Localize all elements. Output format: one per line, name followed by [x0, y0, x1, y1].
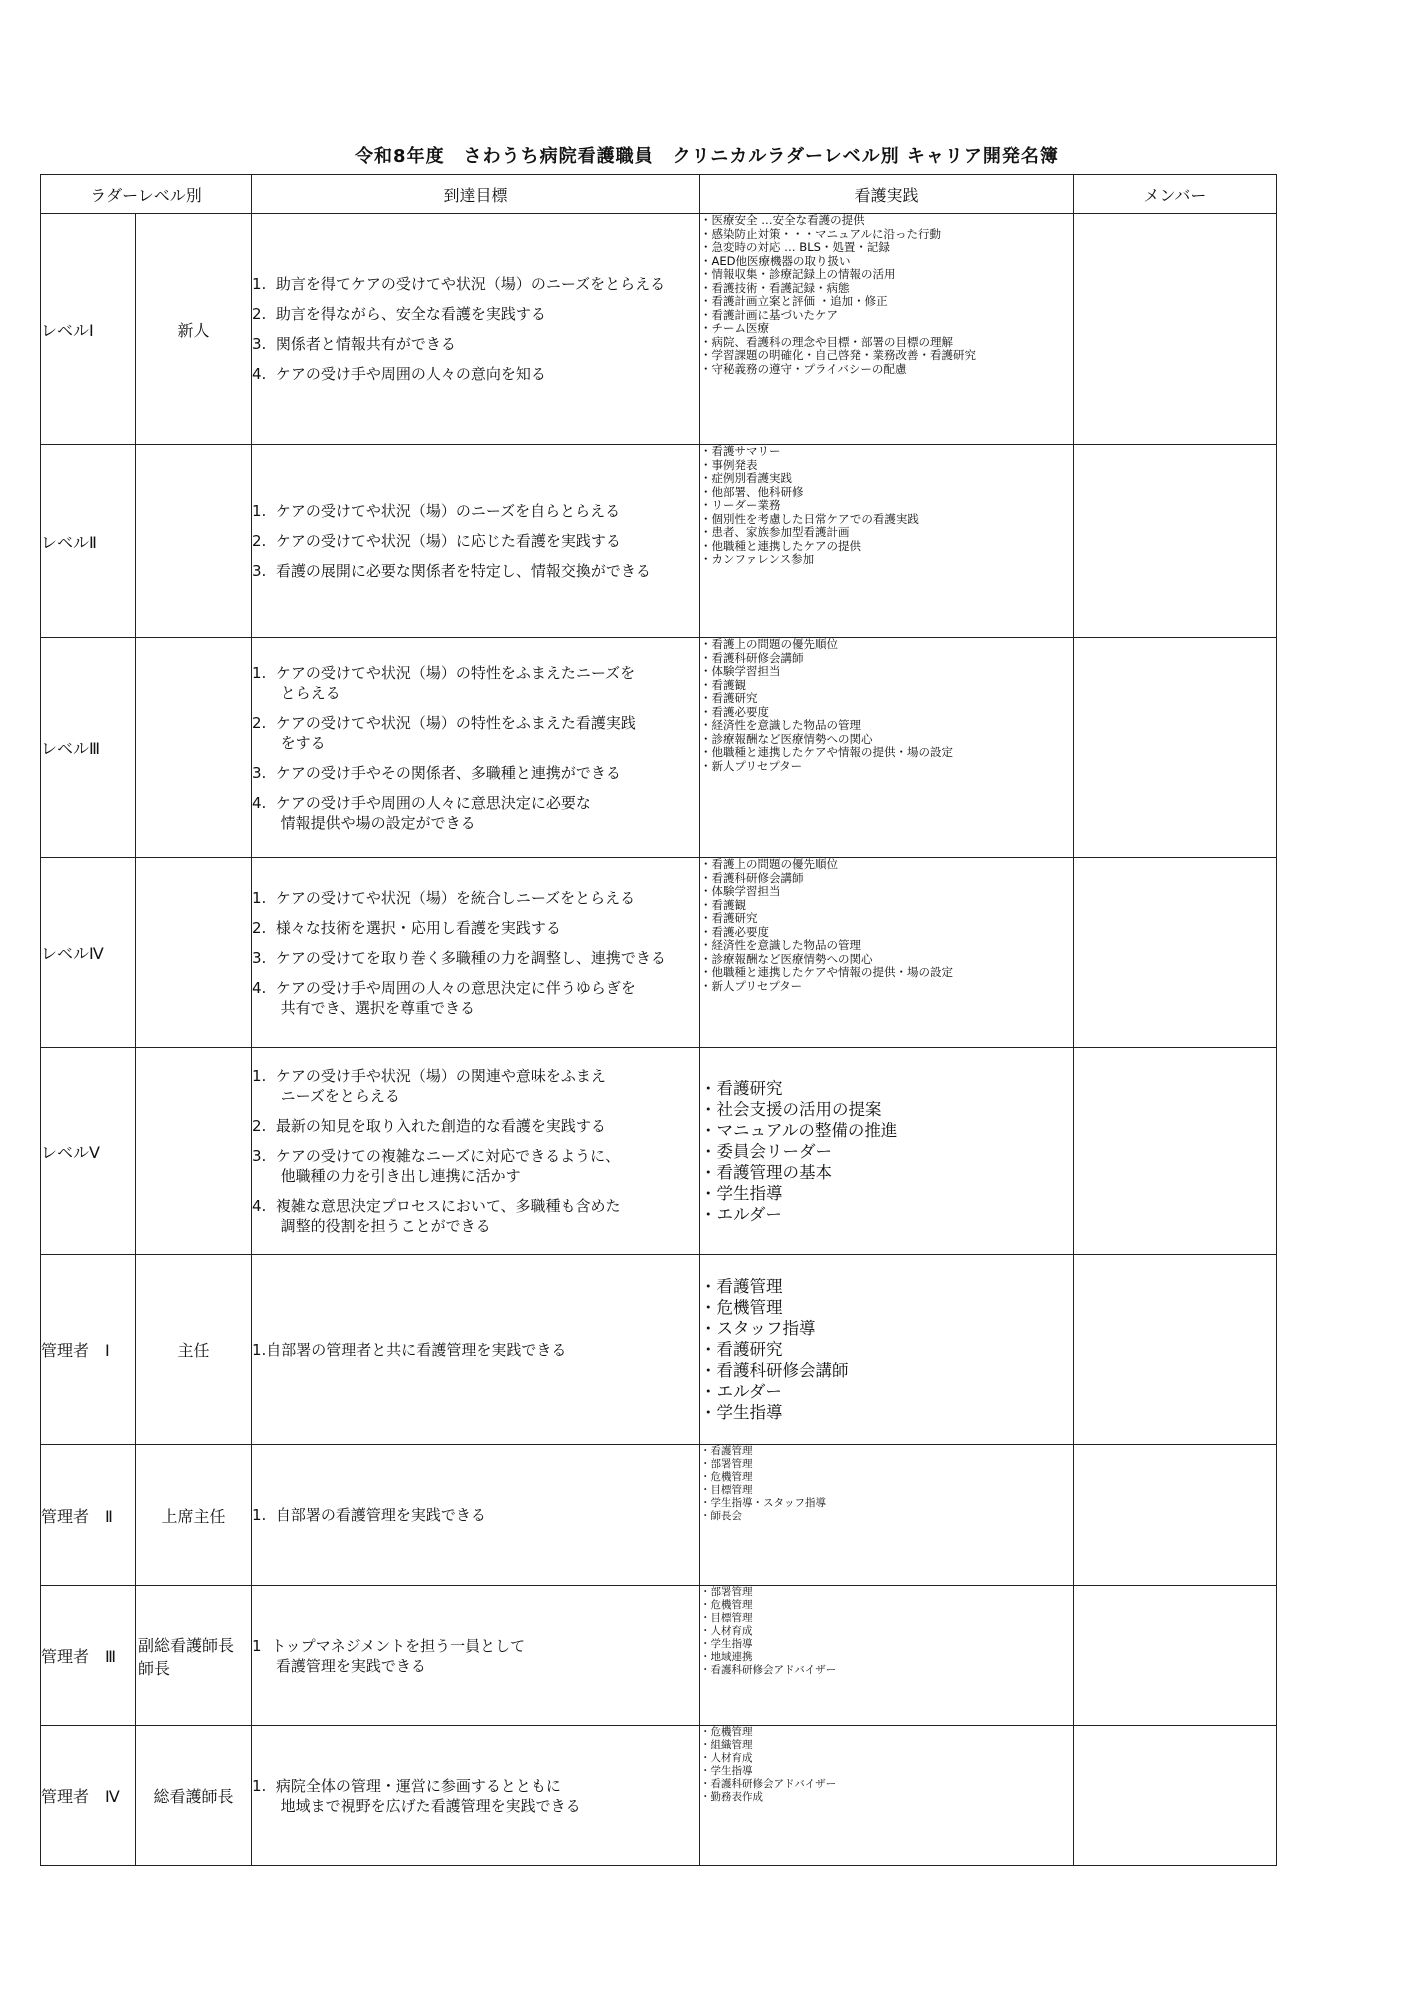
- practice-item: ・看護科研修会講師: [700, 1361, 849, 1380]
- ladder-sub-level-cell: 主任: [136, 1255, 252, 1445]
- table-row: [41, 638, 1277, 858]
- ladder-level-cell: 管理者 Ⅲ: [41, 1586, 136, 1726]
- practice-cell: [700, 1445, 1074, 1586]
- goal-item: 3. ケアの受けてを取り巻く多職種の力を調整し、連携できる: [252, 948, 666, 967]
- practice-item: ・症例別看護実践: [700, 471, 792, 485]
- practice-item: ・他職種と連携したケアや情報の提供・場の設定: [700, 745, 953, 759]
- ladder-level-cell: レベルⅠ: [41, 214, 136, 445]
- members-cell[interactable]: [1074, 858, 1277, 1048]
- ladder-level-cell: レベルⅢ: [41, 638, 136, 858]
- practice-item: ・看護技術・看護記録・病態: [700, 280, 850, 295]
- ladder-level-cell: 管理者 Ⅱ: [41, 1445, 136, 1586]
- practice-item: ・人材育成: [700, 1625, 753, 1637]
- practice-cell: [700, 1255, 1074, 1445]
- practice-item: ・危機管理: [700, 1471, 753, 1483]
- members-cell[interactable]: [1074, 1586, 1277, 1726]
- practice-item: ・診療報酬など医療情勢への関心: [700, 731, 873, 746]
- career-ladder-table: [40, 174, 1277, 1866]
- header-row: [41, 175, 1277, 214]
- members-cell[interactable]: [1074, 1726, 1277, 1866]
- practice-item: ・経済性を意識した物品の管理: [700, 938, 861, 952]
- practice-item: ・看護科研修会アドバイザー: [700, 1664, 837, 1676]
- goal-item: 2. 最新の知見を取り入れた創造的な看護を実践する: [252, 1117, 606, 1135]
- practice-item: ・看護研究: [700, 691, 758, 705]
- practice-item: ・人材育成: [700, 1752, 753, 1764]
- goal-item: 1.自部署の管理者と共に看護管理を実践できる: [252, 1340, 567, 1359]
- practice-item: ・目標管理: [700, 1612, 753, 1624]
- goals-cell: [252, 214, 700, 445]
- ladder-level-cell: レベルⅡ: [41, 445, 136, 638]
- practice-item: ・看護観: [700, 897, 746, 912]
- practice-item: ・学生指導: [700, 1765, 753, 1777]
- practice-item: ・看護計画に基づいたケア: [700, 307, 838, 322]
- practice-item: ・学生指導: [700, 1638, 753, 1650]
- goal-item: 3. ケアの受け手やその関係者、多職種と連携ができる: [252, 763, 621, 782]
- ladder-level-cell: レベルⅣ: [41, 858, 136, 1048]
- table-row: [41, 1048, 1277, 1255]
- practice-item: ・危機管理: [700, 1298, 783, 1317]
- table-row: [41, 1586, 1277, 1726]
- members-cell[interactable]: [1074, 638, 1277, 858]
- header-members: メンバー: [1074, 175, 1277, 214]
- practice-item: ・看護計画立案と評価 ・追加・修正: [700, 294, 888, 308]
- members-cell[interactable]: [1074, 1445, 1277, 1586]
- practice-item: ・守秘義務の遵守・プライバシーの配慮: [700, 361, 907, 376]
- practice-item: ・部署管理: [700, 1586, 753, 1598]
- goals-cell: [252, 445, 700, 638]
- practice-item: ・学生指導・スタッフ指導: [700, 1497, 826, 1509]
- goal-item: 3. 関係者と情報共有ができる: [252, 335, 456, 353]
- ladder-sub-level-cell: [136, 858, 252, 1048]
- table-row: [41, 445, 1277, 638]
- practice-item: ・看護研究: [700, 1078, 783, 1098]
- practice-item: ・感染防止対策・・・マニュアルに沿った行動: [700, 226, 942, 241]
- table-row: [41, 1255, 1277, 1445]
- goals-cell: [252, 1586, 700, 1726]
- practice-item: ・新人プリセプター: [700, 978, 803, 993]
- goal-item: 4. ケアの受け手や周囲の人々に意思決定に必要な 情報提供や場の設定ができる: [252, 793, 591, 832]
- practice-item: ・目標管理: [700, 1484, 753, 1496]
- table-row: [41, 1726, 1277, 1866]
- practice-item: ・危機管理: [700, 1599, 753, 1611]
- goals-cell: [252, 1445, 700, 1586]
- goal-item: 1. ケアの受けてや状況（場）を統合しニーズをとらえる: [252, 888, 636, 907]
- practice-item: ・診療報酬など医療情勢への関心: [700, 951, 873, 966]
- practice-item: ・事例発表: [700, 457, 758, 472]
- ladder-level-cell: 管理者 Ⅳ: [41, 1726, 136, 1866]
- practice-item: ・看護科研修会アドバイザー: [700, 1778, 837, 1790]
- goals-cell: [252, 1726, 700, 1866]
- goal-item: 1. 助言を得てケアの受けてや状況（場）のニーズをとらえる: [252, 275, 666, 293]
- practice-item: ・地域連携: [700, 1651, 753, 1663]
- goal-item: 4. 複雑な意思決定プロセスにおいて、多職種も含めた 調整的役割を担うことができる: [252, 1197, 621, 1235]
- goal-item: 2. ケアの受けてや状況（場）の特性をふまえた看護実践 をする: [252, 713, 636, 752]
- practice-item: ・情報収集・診療記録上の情報の活用: [700, 267, 896, 281]
- practice-item: ・看護研究: [700, 911, 758, 925]
- practice-item: ・エルダー: [700, 1382, 782, 1401]
- practice-item: ・学生指導: [700, 1403, 783, 1422]
- practice-item: ・病院、看護科の理念や目標・部署の目標の理解: [700, 334, 953, 349]
- goal-item: 2. ケアの受けてや状況（場）に応じた看護を実践する: [252, 532, 621, 550]
- practice-item: ・医療安全 …安全な看護の提供: [700, 213, 865, 227]
- goal-item: 2. 様々な技術を選択・応用し看護を実践する: [252, 918, 561, 937]
- goal-item: 1 トップマネジメントを担う一員として 看護管理を実践できる: [252, 1636, 526, 1675]
- practice-item: ・看護管理: [700, 1445, 753, 1457]
- practice-cell: [700, 214, 1074, 445]
- practice-cell: [700, 638, 1074, 858]
- practice-item: ・学習課題の明確化・自己啓発・業務改善・看護研究: [700, 348, 976, 362]
- members-cell[interactable]: [1074, 1255, 1277, 1445]
- practice-item: ・急変時の対応 … BLS・処置・記録: [700, 240, 890, 254]
- practice-item: ・学生指導: [700, 1183, 783, 1203]
- header-practice: 看護実践: [700, 175, 1074, 214]
- goal-item: 1. ケアの受けてや状況（場）のニーズを自らとらえる: [252, 502, 621, 520]
- practice-item: ・他部署、他科研修: [700, 484, 804, 499]
- practice-item: ・AED他医療機器の取り扱い: [700, 253, 851, 268]
- ladder-sub-level-cell: [136, 445, 252, 638]
- practice-item: ・看護上の問題の優先順位: [700, 857, 838, 871]
- practice-item: ・社会支援の活用の提案: [700, 1099, 882, 1119]
- practice-item: ・患者、家族参加型看護計画: [700, 525, 850, 539]
- goals-cell: [252, 858, 700, 1048]
- practice-cell: [700, 1726, 1074, 1866]
- practice-item: ・他職種と連携したケアや情報の提供・場の設定: [700, 965, 953, 979]
- practice-item: ・体験学習担当: [700, 884, 781, 898]
- header-ladder-level: ラダーレベル別: [41, 175, 252, 214]
- table-row: [41, 858, 1277, 1048]
- header-goals: 到達目標: [252, 175, 700, 214]
- members-cell[interactable]: [1074, 214, 1277, 445]
- goal-item: 1. ケアの受け手や状況（場）の関連や意味をふまえ ニーズをとらえる: [252, 1067, 606, 1105]
- practice-item: ・勤務表作成: [700, 1791, 763, 1803]
- ladder-sub-level-cell: [136, 1048, 252, 1255]
- document-title: 令和8年度 さわうち病院看護職員 クリニカルラダーレベル別 キャリア開発名簿: [355, 146, 1059, 167]
- practice-item: ・部署管理: [700, 1458, 753, 1470]
- practice-cell: [700, 445, 1074, 638]
- practice-item: ・看護必要度: [700, 924, 769, 939]
- practice-item: ・体験学習担当: [700, 664, 781, 678]
- practice-item: ・看護サマリー: [700, 444, 781, 458]
- practice-item: ・経済性を意識した物品の管理: [700, 718, 861, 732]
- practice-item: ・新人プリセプター: [700, 758, 803, 773]
- goal-item: 1. 病院全体の管理・運営に参画するとともに 地域まで視野を広げた看護管理を実践できる: [252, 1776, 581, 1815]
- goal-item: 1. ケアの受けてや状況（場）の特性をふまえたニーズを とらえる: [252, 663, 636, 702]
- ladder-level-cell: 管理者 Ⅰ: [41, 1255, 136, 1445]
- table-row: [41, 1445, 1277, 1586]
- practice-item: ・個別性を考慮した日常ケアでの看護実践: [700, 511, 919, 526]
- ladder-sub-level-cell: 総看護師長: [136, 1726, 252, 1866]
- practice-item: ・看護必要度: [700, 704, 769, 719]
- practice-item: ・看護研究: [700, 1340, 783, 1359]
- practice-item: ・組織管理: [700, 1739, 753, 1751]
- goals-cell: [252, 638, 700, 858]
- practice-item: ・エルダー: [700, 1204, 782, 1224]
- practice-item: ・チーム医療: [700, 321, 769, 335]
- practice-item: ・看護科研修会講師: [700, 650, 804, 665]
- goal-item: 3. 看護の展開に必要な関係者を特定し、情報交換ができる: [252, 562, 651, 580]
- practice-item: ・看護管理の基本: [700, 1162, 832, 1182]
- practice-item: ・看護管理: [700, 1277, 783, 1296]
- ladder-sub-level-cell: 新人: [136, 214, 252, 445]
- ladder-sub-level-cell: 上席主任: [136, 1445, 252, 1586]
- members-cell[interactable]: [1074, 1048, 1277, 1255]
- practice-cell: [700, 1586, 1074, 1726]
- practice-item: ・危機管理: [700, 1726, 753, 1738]
- goal-item: 3. ケアの受けての複雑なニーズに対応できるように、 他職種の力を引き出し連携に活かす: [252, 1147, 621, 1185]
- practice-item: ・マニュアルの整備の推進: [700, 1120, 898, 1140]
- table-row: [41, 214, 1277, 445]
- practice-item: ・師長会: [700, 1510, 742, 1522]
- practice-item: ・リーダー業務: [700, 498, 781, 512]
- goal-item: 4. ケアの受け手や周囲の人々の意向を知る: [252, 365, 546, 383]
- practice-item: ・他職種と連携したケアの提供: [700, 538, 861, 553]
- practice-item: ・カンファレンス参加: [700, 552, 815, 566]
- goals-cell: [252, 1255, 700, 1445]
- ladder-level-cell: レベルⅤ: [41, 1048, 136, 1255]
- practice-cell: [700, 1048, 1074, 1255]
- practice-item: ・委員会リーダー: [700, 1141, 832, 1161]
- ladder-sub-level-cell: [136, 638, 252, 858]
- practice-cell: [700, 858, 1074, 1048]
- goal-item: 1. 自部署の看護管理を実践できる: [252, 1506, 486, 1524]
- goal-item: 2. 助言を得ながら、安全な看護を実践する: [252, 305, 546, 323]
- practice-item: ・スタッフ指導: [700, 1319, 816, 1338]
- goal-item: 4. ケアの受け手や周囲の人々の意思決定に伴うゆらぎを 共有でき、選択を尊重できる: [252, 978, 636, 1017]
- practice-item: ・看護科研修会講師: [700, 870, 804, 885]
- goals-cell: [252, 1048, 700, 1255]
- ladder-sub-level-cell: 副総看護師長 師長: [136, 1586, 252, 1726]
- practice-item: ・看護観: [700, 677, 746, 692]
- practice-item: ・看護上の問題の優先順位: [700, 637, 838, 651]
- members-cell[interactable]: [1074, 445, 1277, 638]
